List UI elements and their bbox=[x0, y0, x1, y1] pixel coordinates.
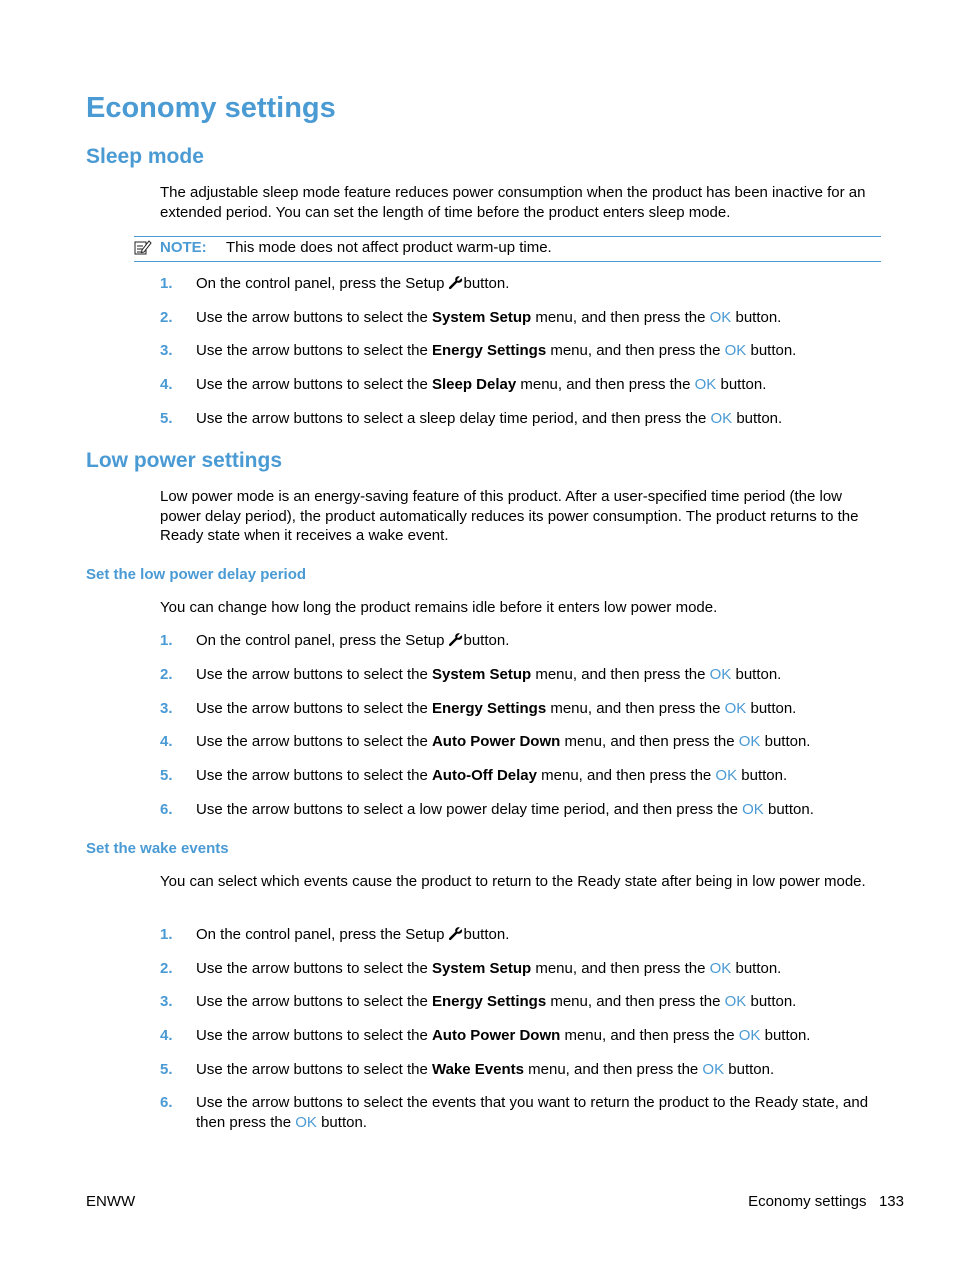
step-number: 2. bbox=[160, 309, 173, 326]
step-text-mid: menu, and then press the bbox=[536, 767, 716, 784]
step-text-pre: On the control panel, press the Setup bbox=[196, 275, 445, 292]
menu-name: Wake Events bbox=[431, 1061, 524, 1078]
ok-button-label: OK bbox=[742, 801, 764, 818]
step-text bbox=[196, 1060, 880, 1080]
wake-step-1 bbox=[160, 925, 880, 947]
step-text-pre: Use the arrow buttons to select the bbox=[196, 1061, 432, 1078]
wake-step-4 bbox=[160, 1026, 880, 1046]
wake-step-3 bbox=[160, 992, 880, 1012]
delay-step-4 bbox=[160, 732, 880, 752]
step-text-mid: menu, and then press the bbox=[546, 700, 725, 717]
step-text bbox=[196, 959, 880, 979]
step-text-post: button. bbox=[463, 275, 510, 292]
menu-name: Auto Power Down bbox=[431, 1027, 561, 1044]
delay-step-1 bbox=[160, 631, 880, 653]
note-label: NOTE: bbox=[160, 239, 207, 256]
ok-button-label: OK bbox=[724, 342, 747, 359]
step-text-mid: menu, and then press the bbox=[531, 309, 710, 326]
delay-step-3 bbox=[160, 699, 880, 719]
sleep-mode-intro: The adjustable sleep mode feature reduces power consumption when the product has been inactive for an extended period. You can set the length of time before the product enters sleep mode. bbox=[160, 184, 866, 221]
step-text bbox=[196, 1026, 880, 1046]
step-text-pre: Use the arrow buttons to select the bbox=[196, 960, 432, 977]
step-text-mid: menu, and then press the bbox=[560, 1027, 739, 1044]
step-text-mid: menu, and then press the bbox=[531, 666, 710, 683]
step-number: 4. bbox=[160, 376, 173, 393]
ok-button-label: OK bbox=[709, 960, 732, 977]
step-text-post: button. bbox=[737, 767, 788, 784]
step-number: 6. bbox=[160, 1094, 173, 1111]
step-text-post: button. bbox=[716, 376, 767, 393]
step-text bbox=[196, 308, 880, 328]
step-text-mid: menu, and then press the bbox=[546, 993, 725, 1010]
step-text bbox=[196, 925, 880, 947]
step-text-pre: Use the arrow buttons to select the bbox=[196, 767, 432, 784]
step-number: 4. bbox=[160, 1027, 173, 1044]
section-heading-sleep-mode: Sleep mode bbox=[86, 145, 204, 168]
wake-step-2 bbox=[160, 959, 880, 979]
step-number: 4. bbox=[160, 733, 173, 750]
step-text-pre: Use the arrow buttons to select the bbox=[196, 666, 432, 683]
ok-button-label: OK bbox=[724, 993, 747, 1010]
step-number: 3. bbox=[160, 700, 173, 717]
ok-button-label: OK bbox=[295, 1113, 317, 1131]
menu-name: Auto-Off Delay bbox=[431, 767, 537, 784]
step-number: 5. bbox=[160, 1061, 173, 1078]
step-text-post: button. bbox=[463, 926, 510, 943]
step-text-pre: Use the arrow buttons to select the bbox=[196, 376, 432, 393]
wrench-icon bbox=[448, 926, 463, 947]
step-text-pre: Use the arrow buttons to select the bbox=[196, 993, 432, 1010]
sleep-step-5 bbox=[160, 409, 880, 429]
page-title: Economy settings bbox=[86, 92, 336, 124]
step-text-mid: menu, and then press the bbox=[516, 376, 695, 393]
step-text-post: button. bbox=[760, 733, 811, 750]
step-text-pre: Use the arrow buttons to select the bbox=[196, 700, 432, 717]
step-text-post: button. bbox=[731, 309, 782, 326]
step-text bbox=[196, 409, 880, 429]
delay-step-5 bbox=[160, 766, 880, 786]
menu-name: Auto Power Down bbox=[431, 733, 561, 750]
sleep-step-2 bbox=[160, 308, 880, 328]
step-text-post: button. bbox=[763, 801, 814, 818]
delay-step-6 bbox=[160, 800, 880, 820]
step-text bbox=[196, 699, 880, 719]
note-icon bbox=[134, 239, 152, 260]
footer-left: ENWW bbox=[86, 1193, 136, 1210]
step-text bbox=[196, 800, 880, 820]
sleep-step-3 bbox=[160, 341, 880, 361]
ok-button-label: OK bbox=[715, 767, 738, 784]
delay-intro: You can change how long the product remains idle before it enters low power mode. bbox=[160, 599, 718, 616]
menu-name: Sleep Delay bbox=[431, 376, 517, 393]
step-text-pre: Use the arrow buttons to select the events that you want to return the product to the Ready state, and then press the bbox=[196, 1094, 869, 1131]
wake-step-5 bbox=[160, 1060, 880, 1080]
step-text-post: button. bbox=[746, 993, 797, 1010]
step-number: 2. bbox=[160, 960, 173, 977]
step-text-pre: Use the arrow buttons to select a low power delay time period, and then press the bbox=[196, 801, 743, 818]
note-box bbox=[134, 236, 881, 262]
ok-button-label: OK bbox=[710, 410, 733, 427]
wrench-icon bbox=[448, 632, 463, 653]
step-text bbox=[196, 341, 880, 361]
step-number: 1. bbox=[160, 926, 173, 943]
ok-button-label: OK bbox=[694, 376, 717, 393]
step-text-post: button. bbox=[463, 632, 510, 649]
step-text-post: button. bbox=[731, 960, 782, 977]
footer-right: Economy settings 133 bbox=[748, 1193, 904, 1210]
step-text-pre: On the control panel, press the Setup bbox=[196, 632, 445, 649]
ok-button-label: OK bbox=[709, 309, 732, 326]
step-text-pre: Use the arrow buttons to select the bbox=[196, 309, 432, 326]
sleep-step-1 bbox=[160, 274, 880, 296]
delay-step-2 bbox=[160, 665, 880, 685]
step-text-mid: menu, and then press the bbox=[523, 1061, 703, 1078]
step-number: 1. bbox=[160, 632, 173, 649]
step-text-pre: Use the arrow buttons to select the bbox=[196, 342, 432, 359]
menu-name: System Setup bbox=[431, 309, 532, 326]
step-number: 5. bbox=[160, 410, 173, 427]
step-text bbox=[196, 375, 880, 395]
step-text bbox=[196, 1093, 880, 1132]
step-text-post: button. bbox=[316, 1113, 367, 1131]
step-text bbox=[196, 665, 880, 685]
menu-name: System Setup bbox=[431, 960, 532, 977]
step-number: 2. bbox=[160, 666, 173, 683]
subsection-heading-wake: Set the wake events bbox=[86, 840, 229, 857]
wrench-icon bbox=[448, 275, 463, 296]
step-text-mid: menu, and then press the bbox=[531, 960, 710, 977]
step-text bbox=[196, 992, 880, 1012]
step-number: 3. bbox=[160, 342, 173, 359]
step-number: 3. bbox=[160, 993, 173, 1010]
ok-button-label: OK bbox=[738, 733, 761, 750]
step-number: 1. bbox=[160, 275, 173, 292]
ok-button-label: OK bbox=[738, 1027, 761, 1044]
ok-button-label: OK bbox=[702, 1061, 725, 1078]
wake-intro: You can select which events cause the product to return to the Ready state after being in low power mode. bbox=[160, 873, 866, 890]
step-text-post: button. bbox=[731, 666, 782, 683]
step-text-pre: On the control panel, press the Setup bbox=[196, 926, 445, 943]
menu-name: Energy Settings bbox=[431, 993, 547, 1010]
step-text bbox=[196, 732, 880, 752]
step-text-pre: Use the arrow buttons to select the bbox=[196, 733, 432, 750]
step-text-pre: Use the arrow buttons to select a sleep delay time period, and then press the bbox=[196, 410, 711, 427]
note-text: This mode does not affect product warm-up time. bbox=[226, 239, 552, 256]
step-text bbox=[196, 766, 880, 786]
step-text-post: button. bbox=[760, 1027, 811, 1044]
menu-name: System Setup bbox=[431, 666, 532, 683]
wake-step-6 bbox=[160, 1093, 880, 1132]
step-text-post: button. bbox=[732, 410, 783, 427]
step-text bbox=[196, 274, 880, 296]
step-text-post: button. bbox=[724, 1061, 775, 1078]
step-text bbox=[196, 631, 880, 653]
step-number: 5. bbox=[160, 767, 173, 784]
step-number: 6. bbox=[160, 801, 173, 818]
step-text-mid: menu, and then press the bbox=[546, 342, 725, 359]
low-power-intro: Low power mode is an energy-saving feature of this product. After a user-specified time period (the low power delay period), the product automatically reduces its power consumption. The product returns to the Ready state when it receives a wake event. bbox=[160, 488, 859, 544]
section-heading-low-power: Low power settings bbox=[86, 449, 283, 472]
step-text-mid: menu, and then press the bbox=[560, 733, 739, 750]
step-text-post: button. bbox=[746, 700, 797, 717]
ok-button-label: OK bbox=[724, 700, 747, 717]
step-text-post: button. bbox=[746, 342, 797, 359]
menu-name: Energy Settings bbox=[431, 342, 547, 359]
subsection-heading-delay: Set the low power delay period bbox=[86, 566, 307, 583]
step-text-pre: Use the arrow buttons to select the bbox=[196, 1027, 432, 1044]
sleep-step-4 bbox=[160, 375, 880, 395]
ok-button-label: OK bbox=[709, 666, 732, 683]
menu-name: Energy Settings bbox=[431, 700, 547, 717]
